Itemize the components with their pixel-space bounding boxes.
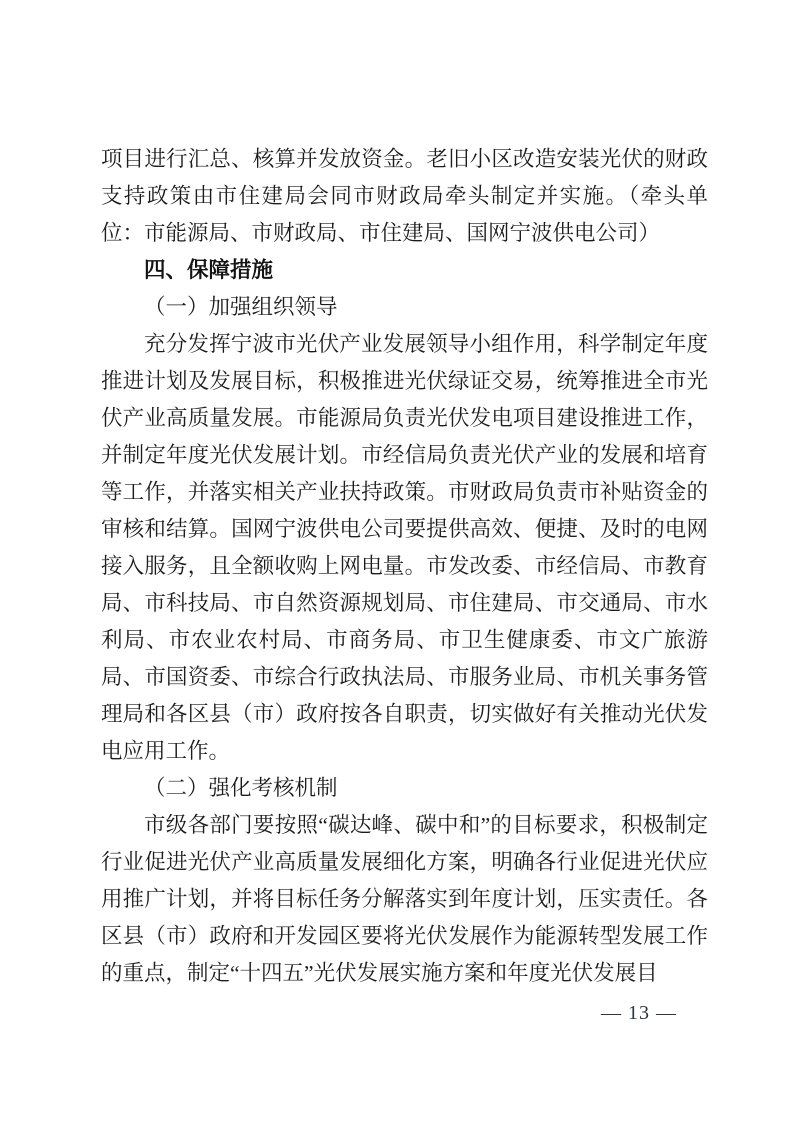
paragraph-assessment-mechanism: 市级各部门要按照“碳达峰、碳中和”的目标要求，积极制定行业促进光伏产业高质量发展细化方案，明确各行业促进光伏应用推广计划，并将目标任务分解落实到年度计划，压实责任。各区县（市）政府和开发园区要将光伏发展作为能源转型发展工作的重点，制定“十四五”光伏发展实施方案和年度光伏发展目 [101,813,708,985]
document-body [101,141,708,992]
subsection-heading-strengthen-organizational-leadership: （一）加强组织领导 [144,295,338,319]
subsection-heading-strengthen-assessment-mechanism: （二）强化考核机制 [144,776,338,800]
paragraph-continuation-funding: 项目进行汇总、核算并发放资金。老旧小区改造安装光伏的财政支持政策由市住建局会同市财政局牵头制定并实施。（牵头单位：市能源局、市财政局、市住建局、国网宁波供电公司） [101,147,708,245]
page-number: — 13 — [601,1002,677,1024]
paragraph-organizational-leadership: 充分发挥宁波市光伏产业发展领导小组作用，科学制定年度推进计划及发展目标，积极推进光伏绿证交易，统筹推进全市光伏产业高质量发展。市能源局负责光伏发电项目建设推进工作，并制定年度光伏发展计划。市经信局负责光伏产业的发展和培育等工作，并落实相关产业扶持政策。市财政局负责市补贴资金的审核和结算。国网宁波供电公司要提供高效、便捷、及时的电网接入服务，且全额收购上网电量。市发改委、市经信局、市教育局、市科技局、市自然资源规划局、市住建局、市交通局、市水利局、市农业农村局、市商务局、市卫生健康委、市文广旅游局、市国资委、市综合行政执法局、市服务业局、市机关事务管理局和各区县（市）政府按各自职责，切实做好有关推动光伏发电应用工作。 [101,332,708,763]
section-heading-safeguard-measures: 四、保障措施 [144,258,274,282]
